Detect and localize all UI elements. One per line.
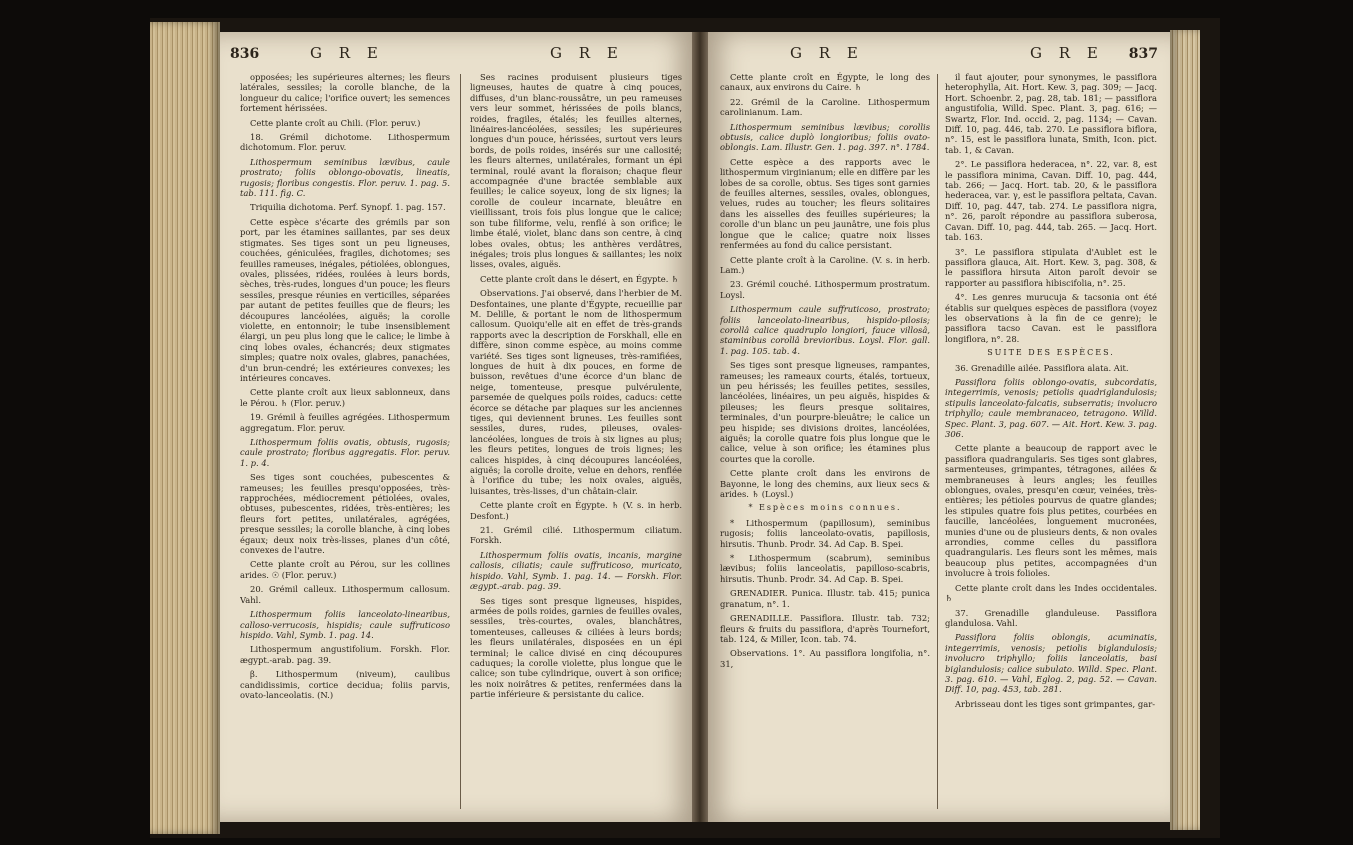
paragraph: 18. Grémil dichotome. Lithospermum dichotomum. Flor. peruv. — [240, 132, 450, 153]
page-number: 837 — [1128, 46, 1158, 62]
paragraph: * Lithospermum (scabrum), seminibus lævibus; foliis lanceolatis, papilloso-scabris, hirsutis. Thunb. Prodr. 34. Ad Cap. B. Spei. — [720, 553, 930, 584]
text-column — [945, 72, 1157, 812]
paragraph: Cette plante croît dans le désert, en Égypte. ♄ — [480, 273, 679, 284]
paragraph: il faut ajouter, pour synonymes, le passiflora heterophylla, Ait. Hort. Kew. 3, pag. 309; — Jacq. Hort. Schoenbr. 2, pag. 28, tab. 181; — passiflora angustifolia, Willd. Spec. Plant. 3, pag. 616; — Swartz, Flor. Ind. occid. 2, pag. 1134; — Cavan. Diff. 10, pag. 446, tab. 270. Le passiflora biflora, n°. 15, est le passiflora lunata, Smith, Icon. pict. tab. 1, & Cavan. — [945, 72, 1157, 155]
paragraph: Ses tiges sont couchées, pubescentes & rameuses; les feuilles presqu'opposées, très-rapprochées, médiocrement pétiolées, ovales, obtuses, pubescentes, ridées, très-entières; les fleurs fort petites, unilatérales, agrégées, presque sessiles; la corolle blanche, à cinq lobes égaux; deux noix très-lisses, planes d'un côté, convexes de l'autre. — [240, 472, 450, 556]
paragraph: 20. Grémil calleux. Lithospermum callosum. Vahl. — [240, 584, 450, 605]
column-rule — [937, 74, 938, 809]
paragraph: Cette espèce s'écarte des grémils par son port, par les étamines saillantes, par ses deux stigmates. Ses tiges sont un peu ligneuses, couchées, géniculées, fragiles, dichotomes; ses feuilles rameuses, inégales, pétiolées, oblongues, ovales, plissées, ridées, roulées à leurs bords, sèches, très-rudes, longues d'un pouce; les fleurs sessiles, presque réunies en verticilles, séparées par autant de petites feuilles que de fleurs; les découpures lancéolées, aiguës; la corolle violette, en entonnoir; le tube insensiblement élargi, un peu plus long que le calice; le limbe à cinq lobes ovales, échancrés; deux stigmates simples; quatre noix ovales, glabres, panachées, d'un brun-cendré; les extérieures convexes; les intérieures concaves. — [240, 216, 450, 383]
paragraph: β. Lithospermum (niveum), caulibus candidissimis, cortice decidua; foliis parvis, ovato-lanceolatis. (N.) — [240, 669, 450, 700]
paragraph: 21. Grémil cilié. Lithospermum ciliatum. Forskh. — [470, 525, 682, 546]
paragraph: Lithospermum foliis ovatis, obtusis, rugosis; caule prostrato; floribus aggregatis. Flor. peruv. 1. p. 4. — [240, 437, 450, 468]
running-head: G R E — [1030, 44, 1104, 62]
running-head: G R E — [790, 44, 864, 62]
paragraph: 3°. Le passiflora stipulata d'Aublet est le passiflora glauca, Ait. Hort. Kew. 3, pag. 308, & le passiflora hirsuta Aiton paroît devoir se rapporter au passiflora hibiscifolia, n°. 25. — [945, 246, 1157, 288]
paragraph: Cette plante croît dans les Indes occidentales. ♄ — [945, 582, 1157, 604]
section-heading: * Espèces moins connues. — [748, 503, 902, 513]
paragraph: 37. Grenadille glanduleuse. Passiflora glandulosa. Vahl. — [945, 607, 1157, 628]
paragraph: Lithospermum seminibus lævibus; corollis obtusis, calice duplò longioribus; foliis ovato-oblongis. Lam. Illustr. Gen. 1. pag. 397. n°. 1784. — [720, 121, 930, 153]
paragraph: opposées; les supérieures alternes; les fleurs latérales, sessiles; la corolle blanche, de la longueur du calice; l'orifice ouvert; les semences fortement hérissées. — [240, 72, 450, 114]
book-spine — [692, 32, 708, 822]
paragraph: Lithospermum angustifolium. Forskh. Flor. ægypt.-arab. pag. 39. — [240, 644, 450, 665]
running-head: G R E — [550, 44, 624, 62]
paragraph: Cette espèce a des rapports avec le lithospermum virginianum; elle en diffère par les lobes de sa corolle, obtus. Ses tiges sont garnies de feuilles alternes, sessiles, ovales, oblongues, velues, rudes au toucher; les fleurs solitaires dans les aisselles des feuilles supérieures; la corolle d'un blanc un peu jaunâtre, une fois plus longue que le calice; quatre noix lisses renfermées au fond du calice persistant. — [720, 156, 930, 251]
paragraph: Observations. J'ai observé, dans l'herbier de M. Desfontaines, une plante d'Égypte, recueillie par M. Delille, & portant le nom de lithospermum callosum. Quoiqu'elle ait en effet de très-grands rapports avec la description de Forskhall, elle en diffère, sinon comme espèce, au moins comme variété. Ses tiges sont ligneuses, très-ramifiées, longues de huit à dix pouces, en forme de buisson, revêtues d'une écorce d'un blanc de neige, tomenteuse, presque pulvérulente, parsemée de quelques poils roides, caducs: cette écorce se détache par plaques sur les anciennes tiges, qui deviennent brunes. Les feuilles sont sessiles, dures, rudes, pileuses, ovales-lancéolées, longues de trois à six lignes au plus; les fleurs petites, longues de trois lignes; les calices hispides, à cinq découpures lancéolées, aiguës; la corolle droite, velue en dehors, renflée à l'orifice du tube; les noix ovales, aiguës, luisantes, très-lisses, d'un châtain-clair. — [470, 288, 682, 496]
paragraph: Cette plante croît en Égypte. ♄ (V. s. in herb. Desfont.) — [470, 500, 682, 521]
paragraph: Cette plante croît dans les environs de Bayonne, le long des chemins, aux lieux secs & arides. ♄ (Loysl.) — [720, 468, 930, 500]
paragraph: Lithospermum foliis ovatis, incanis, margine callosis, ciliatis; caule suffruticoso, muricato, hispido. Vahl, Symb. 1. pag. 14. — Forskh. Flor. ægypt.-arab. pag. 39. — [470, 549, 682, 592]
paragraph: Cette plante a beaucoup de rapport avec le passiflora quadrangularis. Ses tiges sont glabres, sarmenteuses, grimpantes, tétragones, ailées & membraneuses à leurs angles; les feuilles oblongues, ovales, presqu'en cœur, veinées, très-entières; les pétioles pourvus de quatre glandes; les stipules quatre fois plus petites, courbées en faucille, lancéolées, longuement mucronées, munies d'une ou de plusieurs dents, & non ovales arrondies, comme celles du passiflora quadrangularis. Les fleurs sont les mêmes, mais beaucoup plus petites, accompagnées d'un involucre à trois folioles. — [945, 443, 1157, 579]
paragraph: Arbrisseau dont les tiges sont grimpantes, gar- — [955, 698, 1156, 709]
paragraph: GRENADILLE. Passiflora. Illustr. tab. 732; fleurs & fruits du passiflora, d'après Tournefort, tab. 124, & Miller, Icon. tab. 74. — [720, 613, 930, 644]
paragraph: * Lithospermum (papillosum), seminibus rugosis; foliis lanceolato-ovatis, papillosis, hirsutis. Thunb. Prodr. 34. Ad Cap. B. Spei. — [720, 517, 930, 549]
text-column — [470, 72, 682, 812]
paragraph: Passiflora foliis oblongis, acuminatis, integerrimis, venosis; petiolis biglandulosis; involucro triphyllo; foliis lanceolatis, basi biglandulosis; calice subulato. Willd. Spec. Plant. 3. pag. 610. — Vahl, Eglog. 2, pag. 52. — Cavan. Diff. 10, pag. 453, tab. 281. — [945, 632, 1157, 695]
page-edges-left — [150, 22, 220, 834]
paragraph: Lithospermum seminibus lævibus, caule prostrato; foliis oblongo-obovatis, lineatis, rugosis; floribus congestis. Flor. peruv. 1. pag. 5. tab. 111. fig. C. — [240, 156, 450, 199]
paragraph: 2°. Le passiflora hederacea, n°. 22, var. 8, est le passiflora minima, Cavan. Diff. 10, pag. 444, tab. 266; — Jacq. Hort. tab. 20, & le passiflora hederacea, var. γ, est le passiflora peltata, Cavan. Diff. 10, pag. 447, tab. 274. Le passiflora nigra, n°. 26, paroît répondre au passiflora suberosa, Cavan. Diff. 10, pag. 444, tab. 265. — Jacq. Hort. tab. 163. — [945, 159, 1157, 243]
column-rule — [460, 74, 461, 809]
text-column — [720, 72, 930, 812]
paragraph: GRENADIER. Punica. Illustr. tab. 415; punica granatum, n°. 1. — [720, 588, 930, 609]
paragraph: Cette plante croît au Chili. (Flor. peruv.) — [250, 117, 421, 128]
running-head: G R E — [310, 44, 384, 62]
paragraph: Lithospermum foliis lanceolato-linearibus, calloso-verrucosis, hispidis; caule suffruticoso hispido. Vahl, Symb. 1. pag. 14. — [240, 609, 450, 640]
paragraph: Triquilia dichotoma. Perf. Synopf. 1. pag. 157. — [250, 202, 446, 213]
paragraph: Cette plante croît au Pérou, sur les collines arides. ☉ (Flor. peruv.) — [240, 559, 450, 580]
paragraph: Ses tiges sont presque ligneuses, rampantes, rameuses; les rameaux courts, étalés, tortueux, un peu hérissés; les feuilles petites, sessiles, lancéolées, linéaires, un peu aiguës, hispides & pileuses; les fleurs presque solitaires, terminales, d'un pourpre-bleuâtre; le calice un peu hispide; ses divisions droites, lancéolées, aiguës; la corolle quatre fois plus longue que le calice, velue à son orifice; les étamines plus courtes que la corolle. — [720, 360, 930, 464]
section-heading: SUITE DES ESPÈCES. — [987, 348, 1115, 358]
paragraph: Passiflora foliis oblongo-ovatis, subcordatis, integerrimis, venosis; petiolis quadriglandulosis; stipulis lanceolato-falcatis, subserratis; involucro triphyllo; caule membranaceo, tetragono. Willd. Spec. Plant. 3, pag. 607. — Ait. Hort. Kew. 3. pag. 306. — [945, 376, 1157, 439]
right-page — [700, 32, 1170, 822]
paragraph: Cette plante croît à la Caroline. (V. s. in herb. Lam.) — [720, 254, 930, 275]
text-column — [240, 72, 450, 812]
paragraph: 19. Grémil à feuilles agrégées. Lithospermum aggregatum. Flor. peruv. — [240, 412, 450, 433]
paragraph: 36. Grenadille ailée. Passiflora alata. Ait. — [955, 362, 1129, 373]
paragraph: Ses tiges sont presque ligneuses, hispides, armées de poils roides, garnies de feuilles ovales, sessiles, très-courtes, ovales, blanchâtres, tomenteuses, calleuses & ciliées à leurs bords; les fleurs unilatérales, disposées en un épi terminal; le calice divisé en cinq découpures caduques; la corolle violette, plus longue que le calice; son tube cylindrique, ouvert à son orifice; les noix noirâtres & petites, renfermées dans la partie inférieure & persistante du calice. — [470, 595, 682, 700]
page-number: 836 — [230, 46, 260, 62]
paragraph: Cette plante croît en Égypte, le long des canaux, aux environs du Caire. ♄ — [720, 72, 930, 93]
paragraph: 23. Grémil couché. Lithospermum prostratum. Loysl. — [720, 279, 930, 300]
paragraph: 4°. Les genres murucuja & tacsonia ont été établis sur quelques espèces de passiflora (voyez les observations à la fin de ce genre); le passiflora tacso Cavan. est le passiflora longiflora, n°. 28. — [945, 292, 1157, 344]
paragraph: 22. Grémil de la Caroline. Lithospermum carolinianum. Lam. — [720, 96, 930, 118]
left-page — [220, 32, 700, 822]
paragraph: Observations. 1°. Au passiflora longifolia, n°. 31, — [720, 648, 930, 669]
paragraph: Cette plante croît aux lieux sablonneux, dans le Pérou. ♄ (Flor. peruv.) — [240, 387, 450, 408]
page-edges-right — [1170, 30, 1200, 830]
paragraph: Ses racines produisent plusieurs tiges ligneuses, hautes de quatre à cinq pouces, diffuses, d'un blanc-roussâtre, un peu rameuses vers leur sommet, hérissées de poils blancs, roides, fragiles, étalés; les feuilles alternes, linéaires-lancéolées, sessiles; les supérieures longues d'un pouce, hérissées, surtout vers leurs bords, de poils roides, insérés sur une callosité; les fleurs alternes, unilatérales, formant un épi terminal, roulé avant la floraison; chaque fleur accompagnée d'une bractée semblable aux feuilles; le calice soyeux, long de six lignes; la corolle de couleur incarnate, bleuâtre en vieillissant, trois fois plus longue que le calice; son tube filiforme, velu, renflé à son orifice; le limbe étalé, violet, blanc dans son centre, à cinq lobes ovales, obtus; les anthères verdâtres, inégales; trois plus longues & saillantes; les noix lisses, ovales, aiguës. — [470, 72, 682, 270]
paragraph: Lithospermum caule suffruticoso, prostrato; foliis lanceolato-linearibus, hispido-pilosis; corollâ calice quadruplo longiori, fauce villosâ, staminibus corollâ brevioribus. Loysl. Flor. gall. 1. pag. 105. tab. 4. — [720, 304, 930, 356]
